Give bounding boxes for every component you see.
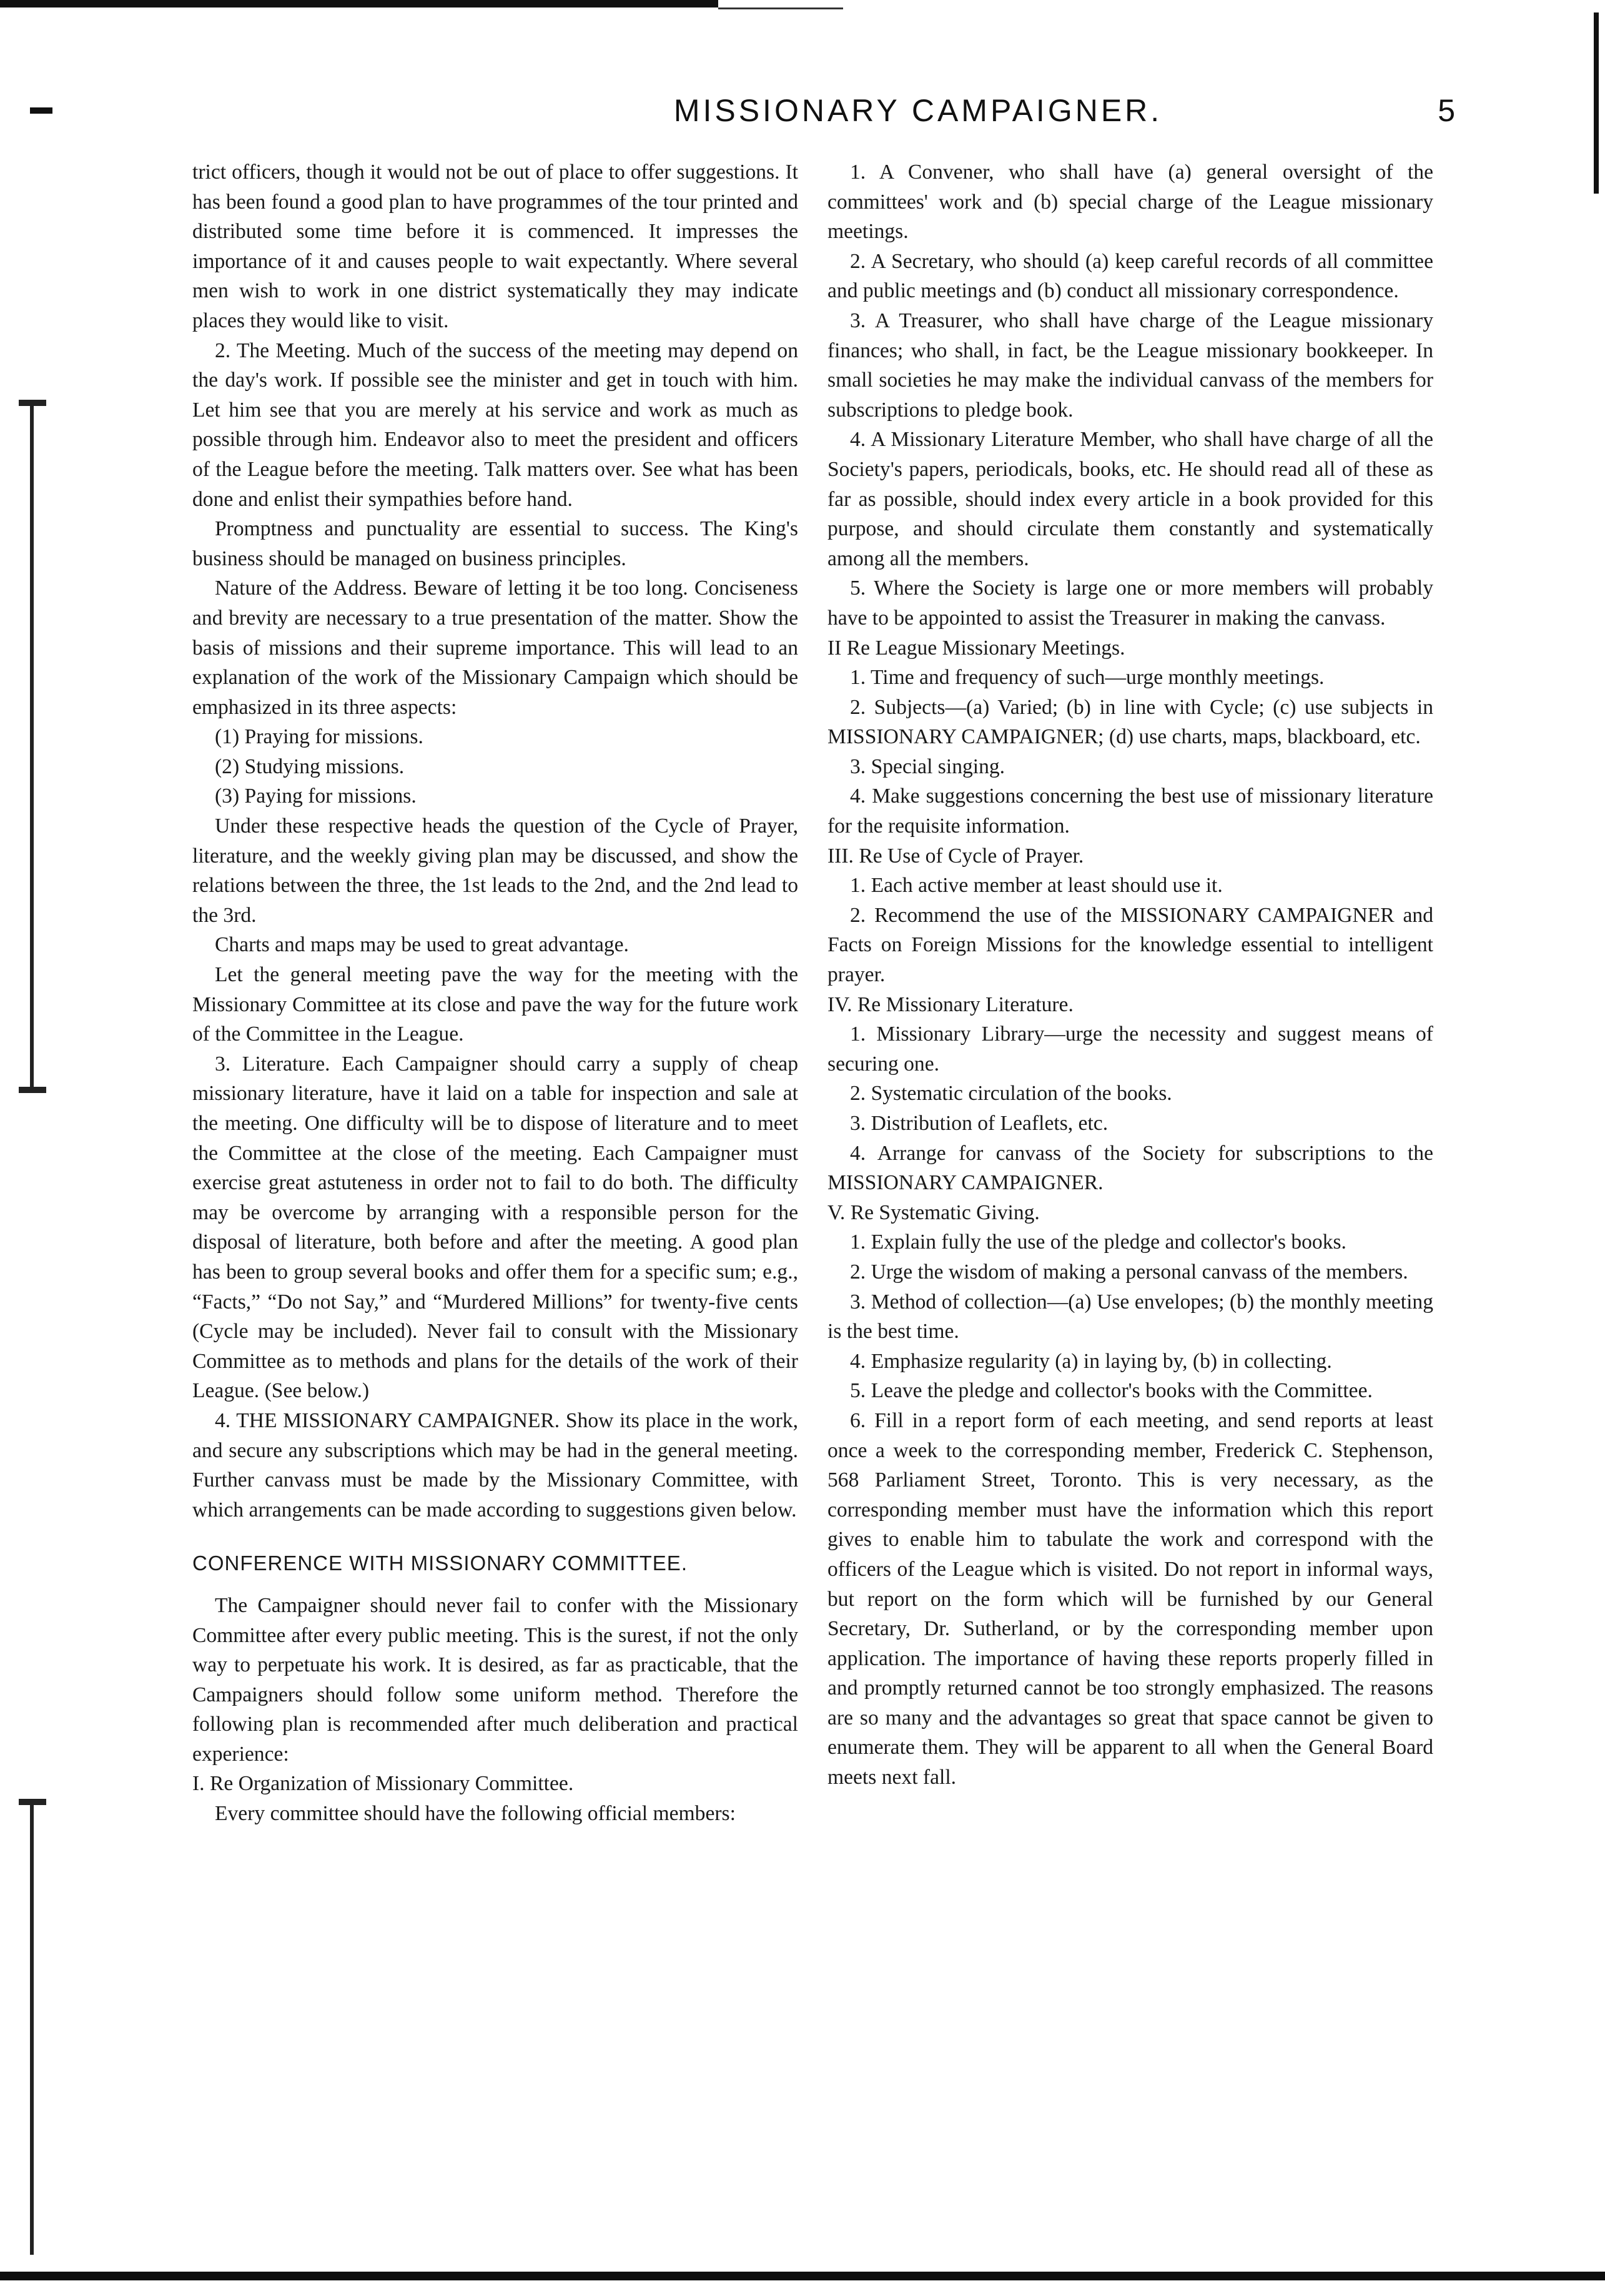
subheading: I. Re Organization of Missionary Committee. — [192, 1772, 574, 1796]
right-edge-rule — [1594, 12, 1599, 194]
paragraph: Charts and maps may be used to great advantage. — [215, 933, 629, 957]
list-item: 1. Missionary Library—urge the necessity and suggest means of securing one. — [827, 1022, 1433, 1076]
list-item: 2. Recommend the use of the MISSIONARY CAMPAIGNER and Facts on Foreign Missions for the knowledge essential to intelligent prayer. — [827, 903, 1433, 987]
paragraph: 2. The Meeting. Much of the success of the meeting may depend on the day's work. If possible see the minister and get in touch with him. Let him see that you are merely at his service and work as much as possible through him. Endeavor also to meet the president and officers of the League before the meeting. Talk matters over. See what has been done and enlist their sympathies before hand. — [192, 339, 798, 511]
page-number: 5 — [1438, 93, 1455, 128]
paragraph: 1. A Convener, who shall have (a) general oversight of the committees' work and (b) special charge of the League missionary meetings. — [827, 161, 1433, 244]
paragraph: 4. A Missionary Literature Member, who shall have charge of all the Society's papers, periodicals, books, etc. He should read all of these as far as possible, should index every article in a book provided for this purpose, and should circulate them constantly and systematically among all the members. — [827, 428, 1433, 570]
subheading: IV. Re Missionary Literature. — [827, 992, 1074, 1016]
list-item: 4. Arrange for canvass of the Society for subscriptions to the MISSIONARY CAMPAIGNER. — [827, 1141, 1433, 1195]
list-item: 1. Explain fully the use of the pledge and collector's books. — [850, 1230, 1346, 1254]
list-item: 3. Distribution of Leaflets, etc. — [850, 1112, 1109, 1135]
binding-mark — [19, 400, 46, 406]
list-item: 5. Leave the pledge and collector's books with the Committee. — [850, 1379, 1373, 1403]
right-column — [827, 157, 1433, 1793]
paragraph: 2. A Secretary, who should (a) keep careful records of all committee and public meetings and (b) conduct all missionary correspondence. — [827, 249, 1433, 303]
list-item: (2) Studying missions. — [215, 755, 405, 778]
paragraph: Nature of the Address. Beware of letting it be too long. Conciseness and brevity are necessary to a true presentation of the matter. Show the basis of missions and their supreme importance. This will lead to an explanation of the work of the Missionary Campaign which should be emphasized in its three aspects: — [192, 576, 798, 719]
paragraph: The Campaigner should never fail to confer with the Missionary Committee after every public meeting. This is the surest, if not the only way to perpetuate his work. It is desired, as far as practicable, that the Campaigners should follow some uniform method. Therefore the following plan is recommended after much deliberation and practical experience: — [192, 1593, 798, 1766]
binding-mark — [19, 1087, 46, 1093]
list-item: 2. Systematic circulation of the books. — [850, 1082, 1172, 1106]
list-item: 4. Make suggestions concerning the best use of missionary literature for the requisite information. — [827, 784, 1433, 838]
list-item: 1. Time and frequency of such—urge monthly meetings. — [850, 666, 1325, 690]
top-rule — [0, 0, 718, 7]
left-margin-mark — [30, 107, 52, 114]
subheading: II Re League Missionary Meetings. — [827, 636, 1125, 660]
list-item: (1) Praying for missions. — [215, 725, 423, 749]
top-rule-tail — [718, 7, 843, 9]
paragraph: trict officers, though it would not be out of place to offer suggestions. It has been found a good plan to have programmes of the tour printed and distributed some time before it is commenced. It impresses the importance of it and causes people to wait expectantly. Where several men wish to work in one district systematically they may indicate places they would like to visit. — [192, 161, 798, 332]
subheading: III. Re Use of Cycle of Prayer. — [827, 844, 1084, 868]
list-item: (3) Paying for missions. — [215, 784, 417, 808]
page-header — [187, 92, 1455, 136]
paragraph: 3. A Treasurer, who shall have charge of the League missionary finances; who shall, in fact, be the League missionary bookkeeper. In small societies he may make the individual canvass of the members for subscriptions to pledge book. — [827, 309, 1433, 422]
bottom-rule — [0, 2272, 1605, 2280]
binding-bar — [30, 406, 34, 1093]
list-item: 4. Emphasize regularity (a) in laying by, (b) in collecting. — [850, 1349, 1332, 1373]
binding-bar — [30, 1805, 34, 2255]
paragraph: 5. Where the Society is large one or more members will probably have to be appointed to assist the Treasurer in making the canvass. — [827, 576, 1433, 630]
list-item: 3. Special singing. — [850, 755, 1005, 778]
list-item: 2. Subjects—(a) Varied; (b) in line with Cycle; (c) use subjects in MISSIONARY CAMPAIGNER; (d) use charts, maps, blackboard, etc. — [827, 695, 1433, 749]
paragraph: 3. Literature. Each Campaigner should carry a supply of cheap missionary literature, have it laid on a table for inspection and sale at the meeting. One difficulty will be to dispose of literature and to meet the Committee at the close of the meeting. Each Campaigner must exercise great astuteness in order not to fail to do both. The difficulty may be overcome by arranging with a responsible person for the disposal of literature, both before and after the meeting. A good plan has been to group several books and offer them for a specific sum; e.g., “Facts,” “Do not Say,” and “Murdered Millions” for twenty-five cents (Cycle may be included). Never fail to consult with the Missionary Committee as to methods and plans for the details of the work of their League. (See below.) — [192, 1052, 798, 1403]
paragraph: Every committee should have the following official members: — [215, 1802, 736, 1826]
paragraph: Let the general meeting pave the way for the meeting with the Missionary Committee at its close and pave the way for the future work of the Committee in the League. — [192, 963, 798, 1046]
section-heading: CONFERENCE WITH MISSIONARY COMMITTEE. — [192, 1551, 688, 1575]
binding-mark — [19, 1799, 46, 1805]
left-column — [192, 157, 798, 1829]
subheading: V. Re Systematic Giving. — [827, 1200, 1040, 1224]
running-title: MISSIONARY CAMPAIGNER. — [673, 93, 1163, 128]
list-item: 2. Urge the wisdom of making a personal canvass of the members. — [850, 1260, 1408, 1284]
paragraph: Under these respective heads the question of the Cycle of Prayer, literature, and the weekly giving plan may be discussed, and show the relations between the three, the 1st leads to the 2nd, and the 2nd lead to the 3rd. — [192, 814, 798, 927]
list-item: 3. Method of collection—(a) Use envelopes; (b) the monthly meeting is the best time. — [827, 1290, 1433, 1343]
list-item: 1. Each active member at least should use it. — [850, 874, 1223, 898]
paragraph: 6. Fill in a report form of each meeting, and send reports at least once a week to the corresponding member, Frederick C. Stephenson, 568 Parliament Street, Toronto. This is very necessary, as the corresponding member must have the information which this report gives to enable him to tabulate the work and correspond with the officers of the League which is visited. Do not report in informal ways, but report on the form which will be furnished by our General Secretary, Dr. Sutherland, or by the corresponding member upon application. The importance of having these reports properly filled in and promptly returned cannot be too strongly emphasized. The reasons are so many and the advantages so great that space cannot be given to enumerate them. They will be apparent to all when the General Board meets next fall. — [827, 1408, 1433, 1789]
paragraph: Promptness and punctuality are essential to success. The King's business should be managed on business principles. — [192, 517, 798, 570]
paragraph: 4. THE MISSIONARY CAMPAIGNER. Show its place in the work, and secure any subscriptions which may be had in the general meeting. Further canvass must be made by the Missionary Committee, with which arrangements can be made according to suggestions given below. — [192, 1408, 798, 1522]
